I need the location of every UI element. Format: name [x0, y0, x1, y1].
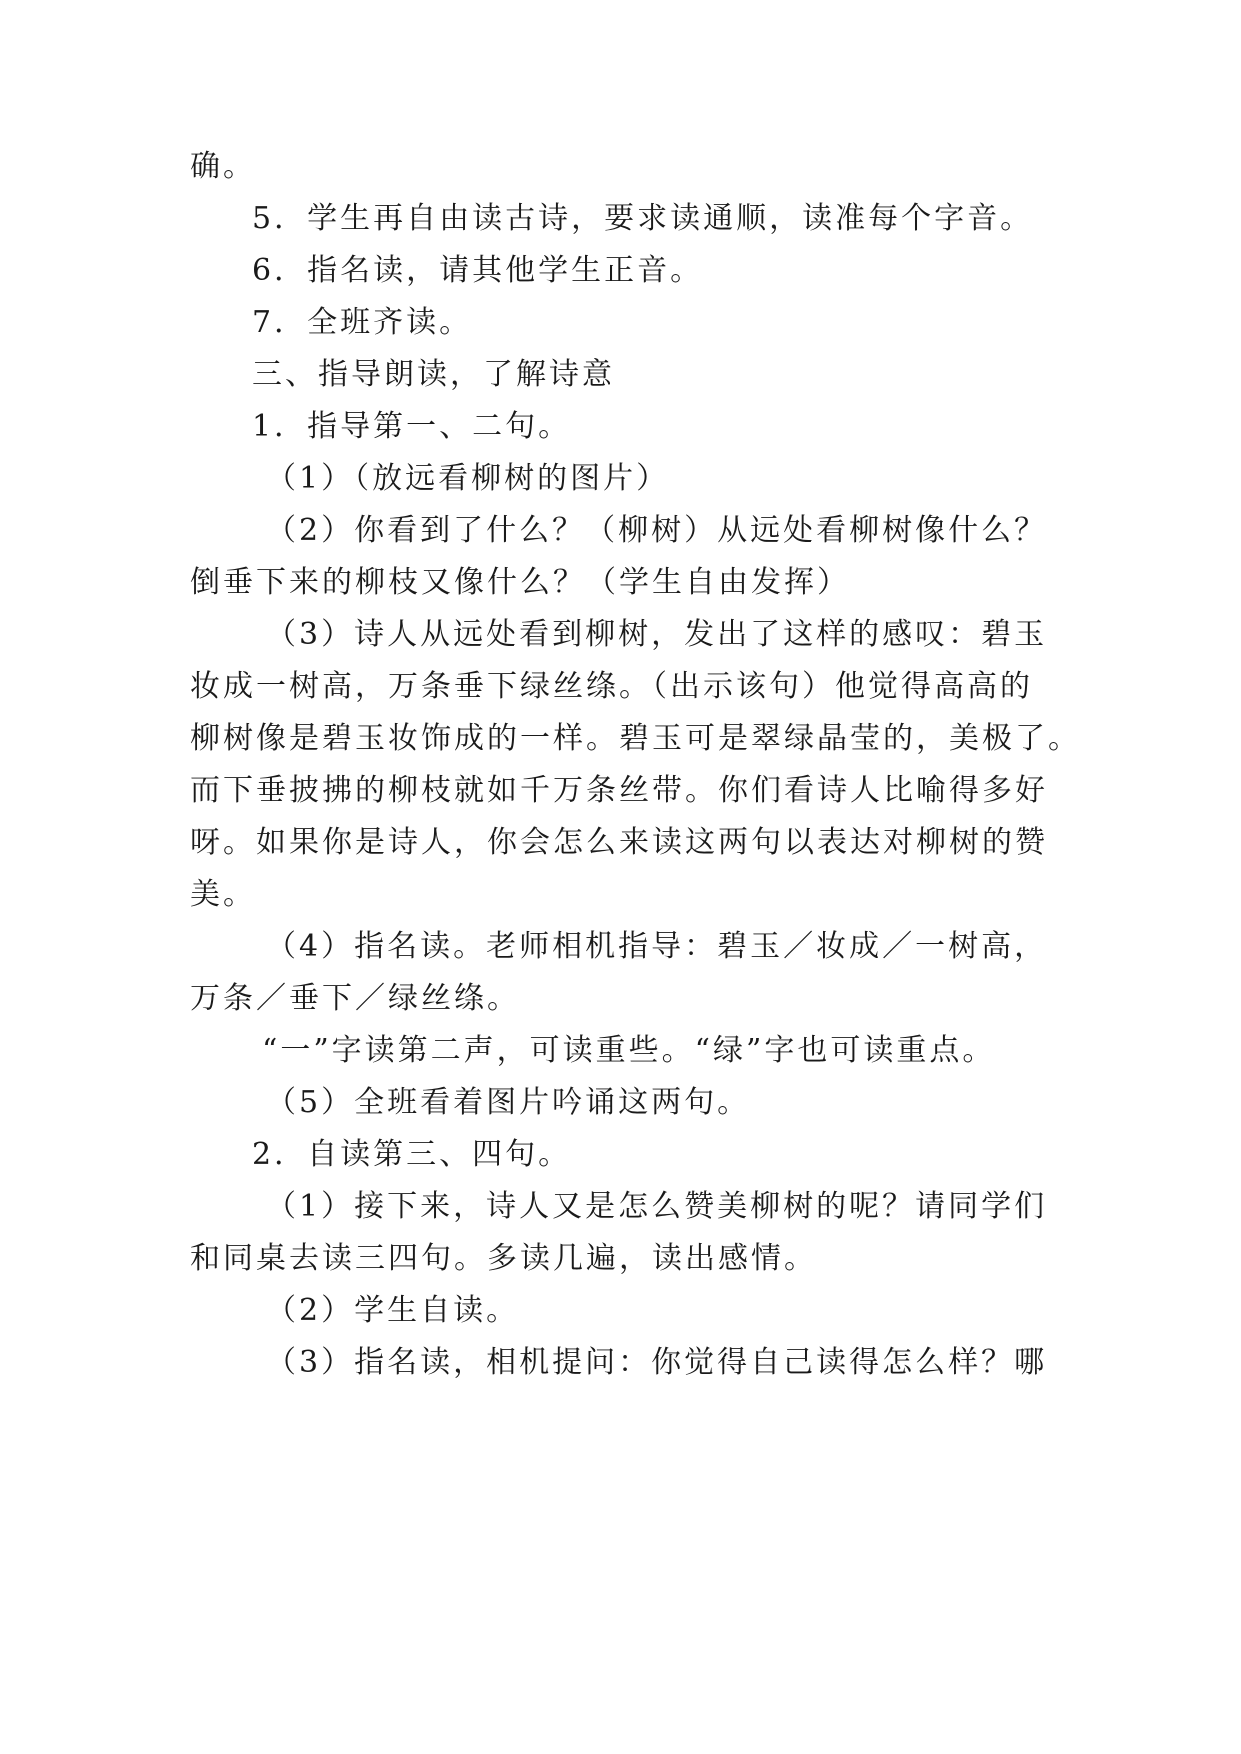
text-line: 柳树像是碧玉妆饰成的一样。碧玉可是翠绿晶莹的，美极了。 — [190, 721, 1081, 756]
text-line: 2．自读第三、四句。 — [252, 1137, 572, 1172]
text-line: 和同桌去读三四句。多读几遍，读出感情。 — [190, 1241, 817, 1276]
text-line: 6．指名读，请其他学生正音。 — [252, 253, 704, 288]
text-line: 7．全班齐读。 — [252, 305, 473, 340]
text-line: （3）诗人从远处看到柳树，发出了这样的感叹：碧玉 — [266, 617, 1048, 652]
section-heading: 三、指导朗读，了解诗意 — [252, 357, 615, 392]
text-line: 5．学生再自由读古诗，要求读通顺，读准每个字音。 — [252, 201, 1034, 236]
text-line: （1）接下来，诗人又是怎么赞美柳树的呢？请同学们 — [266, 1189, 1048, 1224]
text-line: 倒垂下来的柳枝又像什么？（学生自由发挥） — [190, 565, 850, 600]
text-line: 而下垂披拂的柳枝就如千万条丝带。你们看诗人比喻得多好 — [190, 773, 1048, 808]
text-line: 妆成一树高，万条垂下绿丝绦。（出示该句）他觉得高高的 — [190, 669, 1033, 704]
text-line: 确。 — [190, 149, 256, 184]
text-line: （1）（放远看柳树的图片） — [266, 461, 670, 496]
text-line: “一”字读第二声，可读重些。“绿”字也可读重点。 — [262, 1033, 996, 1068]
text-line: 呀。如果你是诗人，你会怎么来读这两句以表达对柳树的赞 — [190, 825, 1048, 860]
text-line: 美。 — [190, 877, 256, 912]
text-line: 万条／垂下／绿丝绦。 — [190, 981, 520, 1016]
text-line: （5）全班看着图片吟诵这两句。 — [266, 1085, 751, 1120]
text-line: （2）你看到了什么？（柳树）从远处看柳树像什么？ — [266, 513, 1048, 548]
text-line: （2）学生自读。 — [266, 1293, 520, 1328]
text-line: （4）指名读。老师相机指导：碧玉／妆成／一树高， — [266, 929, 1048, 964]
text-line: （3）指名读，相机提问：你觉得自己读得怎么样？哪 — [266, 1345, 1048, 1380]
text-line: 1．指导第一、二句。 — [252, 409, 572, 444]
